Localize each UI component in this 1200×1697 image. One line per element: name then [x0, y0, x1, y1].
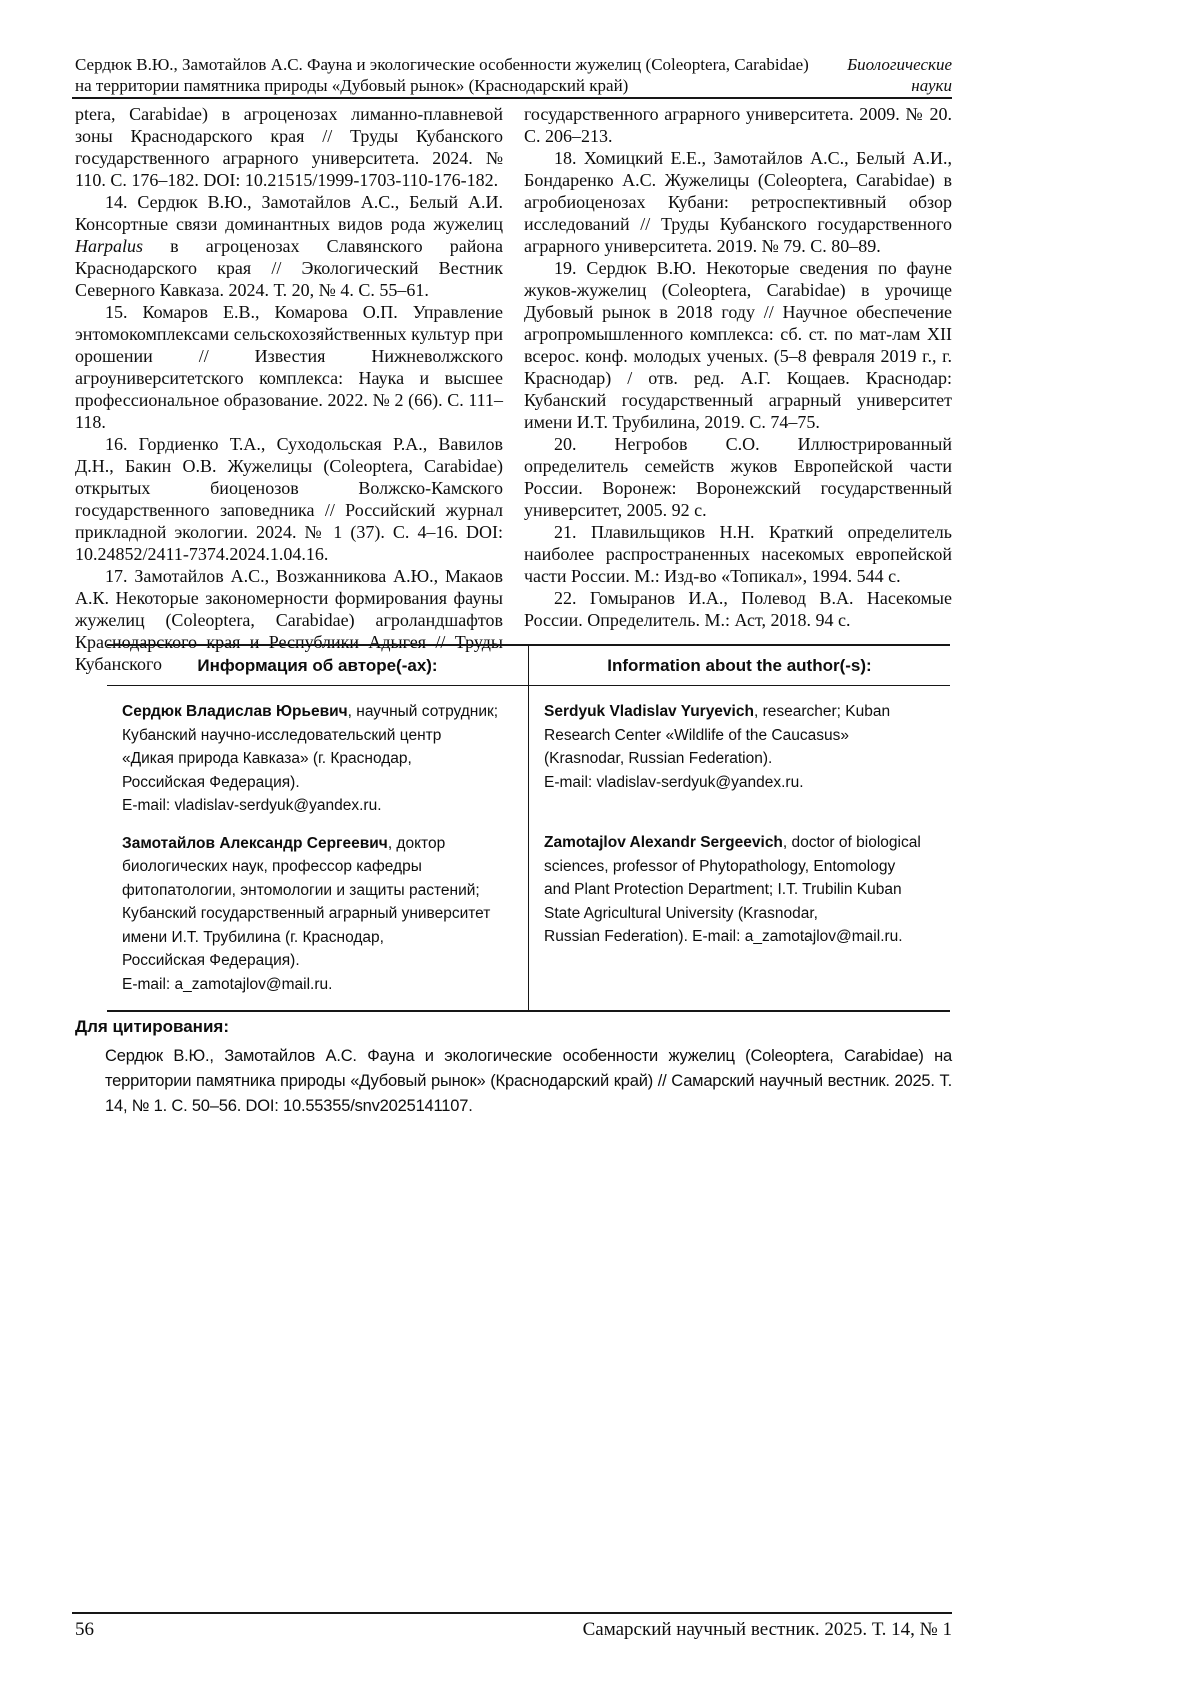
- reference-item: 15. Комаров Е.В., Комарова О.П. Управление энтомокомплексами сельскохозяйственных культур при орошении // Известия Нижневолжского агроуниверситетского комплекса: Наука и высшее профессиональное образование. 2022. № 2 (66). С. 111–118.: [75, 302, 503, 432]
- authors-table-header-ru: Информация об авторе(-ах):: [107, 645, 529, 686]
- reference-item: 18. Хомицкий Е.Е., Замотайлов А.С., Белый А.И., Бондаренко А.С. Жужелицы (Coleoptera, Carabidae) в агробиоценозах Кубани: ретроспективный обзор исследований // Труды Кубанского государственного аграрного университета. 2019. № 79. С. 80–89.: [524, 148, 952, 256]
- author-details: , researcher; Kuban Research Center «Wildlife of the Caucasus» (Krasnodar, Russian Federation). E-mail: vladislav-serdyuk@yandex.ru.: [544, 703, 891, 791]
- reference-item: государственного аграрного университета. 2009. № 20. С. 206–213.: [524, 104, 952, 146]
- reference-item: 16. Гордиенко Т.А., Суходольская Р.А., Вавилов Д.Н., Бакин О.В. Жужелицы (Coleoptera, Carabidae) открытых биоценозов Волжско-Камского государственного заповедника // Российский журнал прикладной экологии. 2024. № 1 (37). С. 4–16. DOI: 10.24852/2411-7374.2024.1.04.16.: [75, 434, 503, 564]
- author-name: Сердюк Владислав Юрьевич: [122, 703, 348, 720]
- citation-label: Для цитирования:: [75, 1017, 229, 1036]
- author-details: , научный сотрудник; Кубанский научно-исследовательский центр «Дикая природа Кавказа» (г. Краснодар, Российская Федерация). E-mail: vladislav-serdyuk@yandex.ru.: [122, 703, 499, 814]
- author-details: , doctor of biological sciences, professor of Phytopathology, Entomology and Plant Protection Department; I.T. Trubilin Kuban State Agricultural University (Krasnodar, Russian Federation). E-mail: a_zamotajlov@mail.ru.: [544, 834, 921, 945]
- running-title: Сердюк В.Ю., Замотайлов А.С. Фауна и экологические особенности жужелиц (Coleoptera, Carabidae) на территории памятника природы «Дубовый рынок» (Краснодарский край): [75, 55, 809, 95]
- author-name: Serdyuk Vladislav Yuryevich: [544, 703, 754, 720]
- author-name: Zamotajlov Alexandr Sergeevich: [544, 834, 783, 851]
- citation-section: [75, 1016, 952, 1119]
- reference-item: ptera, Carabidae) в агроценозах лиманно-плавневой зоны Краснодарского края // Труды Кубанского государственного аграрного университета. 2024. № 110. С. 176–182. DOI: 10.21515/1999-1703-110-176-182.: [75, 104, 503, 190]
- author-block-ru-1: [122, 700, 518, 818]
- reference-item: 17. Замотайлов А.С., Возжанникова А.Ю., Макаов А.К. Некоторые закономерности формирования фауны жужелиц (Coleoptera, Carabidae) агроландшафтов Краснодарского края и Республики Адыгея // Труды Кубанского: [75, 566, 503, 674]
- header-rule: [72, 97, 952, 99]
- references-columns: [75, 103, 952, 675]
- reference-item: 19. Сердюк В.Ю. Некоторые сведения по фауне жуков-жужелиц (Coleoptera, Carabidae) в урочище Дубовый рынок в 2018 году // Научное обеспечение агропромышленного комплекса: сб. ст. по мат-лам XII всерос. конф. молодых ученых. (5–8 февраля 2019 г., г. Краснодар) / отв. ред. А.Г. Кощаев. Краснодар: Кубанский государственный аграрный университет имени И.Т. Трубилина, 2019. С. 74–75.: [524, 258, 952, 432]
- page-number: 56: [75, 1619, 94, 1640]
- authors-table-header-en: Information about the author(-s):: [529, 645, 951, 686]
- reference-item: 21. Плавильщиков Н.Н. Краткий определитель наиболее распространенных насекомых европейской части России. М.: Изд-во «Топикал», 1994. 544 с.: [524, 522, 952, 586]
- section-label: Биологические науки: [847, 55, 952, 95]
- reference-item: 22. Гомыранов И.А., Полевод В.А. Насекомые России. Определитель. М.: Аст, 2018. 94 с.: [524, 588, 952, 630]
- footer-rule: [72, 1612, 952, 1614]
- reference-item: 14. Сердюк В.Ю., Замотайлов А.С., Белый А.И. Консортные связи доминантных видов рода жужелиц Harpalus в агроценозах Славянского района Краснодарского края // Экологический Вестник Северного Кавказа. 2024. Т. 20, № 4. С. 55–61.: [75, 192, 503, 300]
- author-details: , доктор биологических наук, профессор кафедры фитопатологии, энтомологии и защиты растений; Кубанский государственный аграрный университет имени И.Т. Трубилина (г. Краснодар, Российская Федерация). E-mail: a_zamotajlov@mail.ru.: [122, 834, 491, 993]
- authors-table-body-row: [107, 686, 950, 1012]
- page-footer: [75, 1618, 952, 1642]
- author-block-en-2: [544, 831, 940, 949]
- references-column-left: [75, 103, 503, 675]
- journal-reference: Самарский научный вестник. 2025. Т. 14, № 1: [582, 1619, 952, 1640]
- author-block-ru-2: [122, 832, 518, 997]
- authors-table: [107, 644, 950, 1012]
- authors-info-en: [529, 686, 951, 1012]
- authors-table-header-row: [107, 645, 950, 686]
- running-head: [75, 54, 952, 96]
- author-block-en-1: [544, 700, 940, 817]
- authors-info-ru: [107, 686, 529, 1012]
- citation-text: Сердюк В.Ю., Замотайлов А.С. Фауна и экологические особенности жужелиц (Coleoptera, Carabidae) на территории памятника природы «Дубовый рынок» (Краснодарский край) // Самарский научный вестник. 2025. Т. 14, № 1. С. 50–56. DOI: 10.55355/snv2025141107.: [105, 1047, 952, 1115]
- author-name: Замотайлов Александр Сергеевич: [122, 834, 388, 852]
- references-column-right: [524, 103, 952, 675]
- reference-item: 20. Негробов С.О. Иллюстрированный определитель семейств жуков Европейской части России. Воронеж: Воронежский государственный университет, 2005. 92 с.: [524, 434, 952, 520]
